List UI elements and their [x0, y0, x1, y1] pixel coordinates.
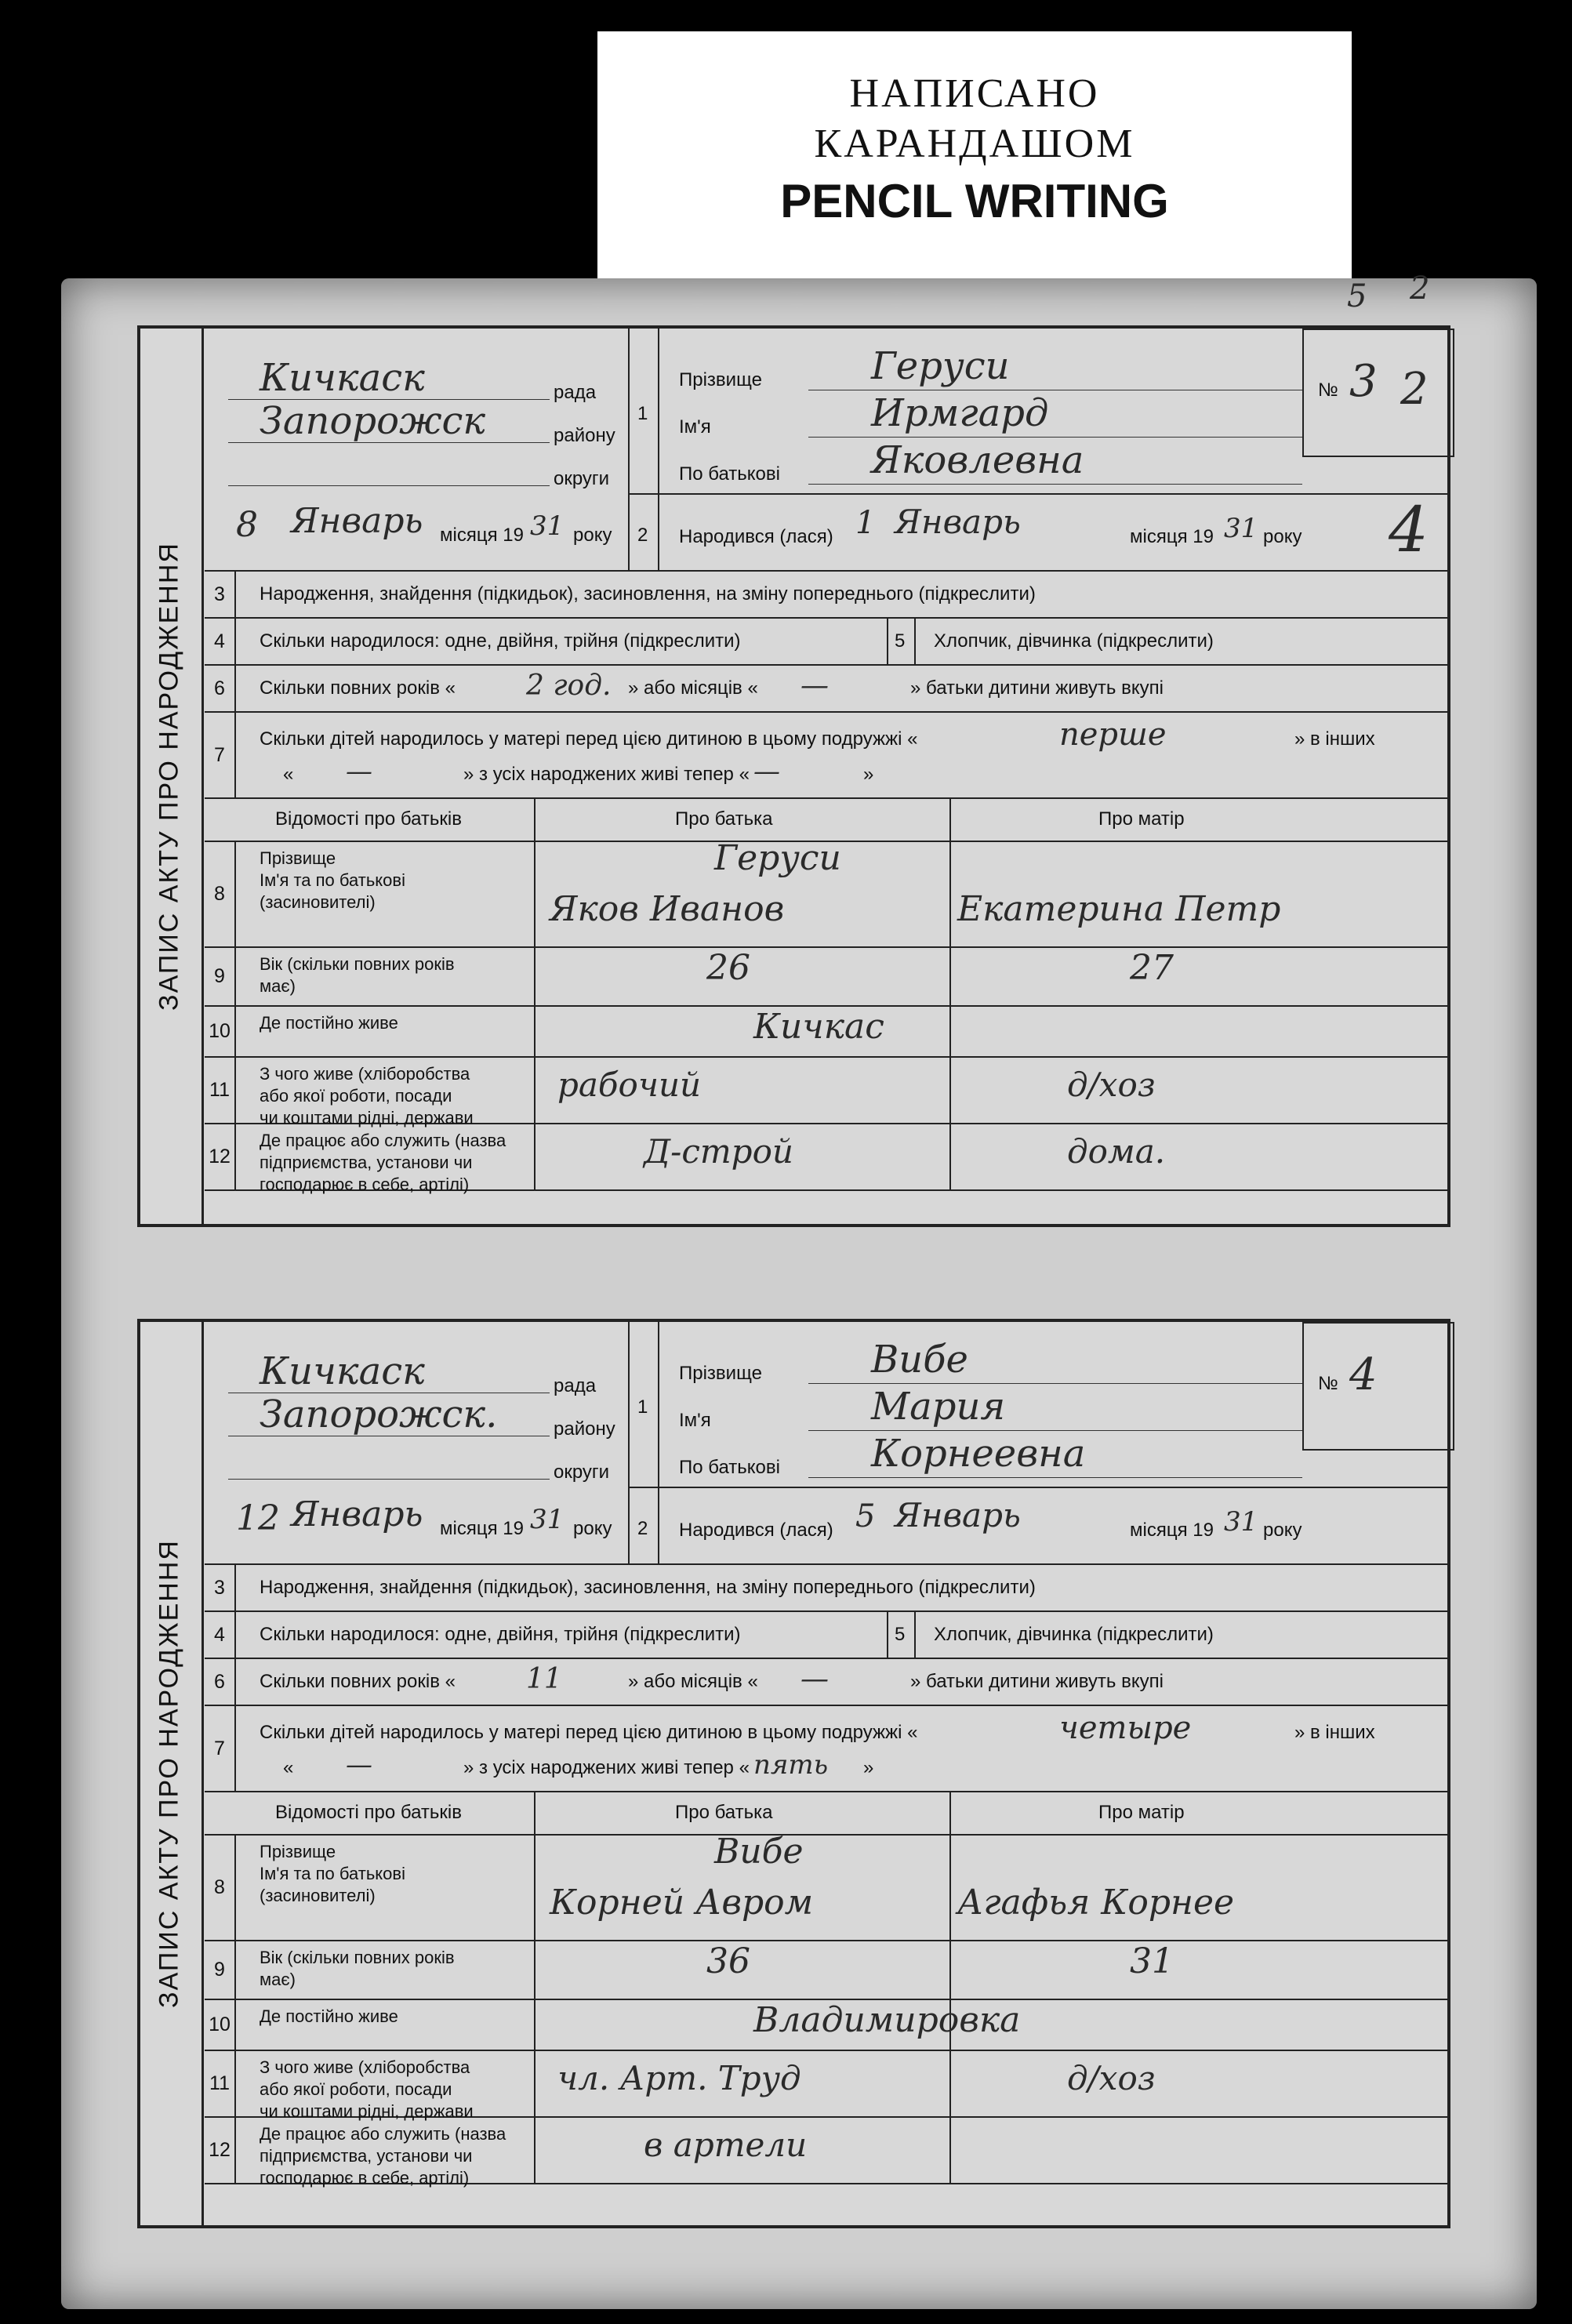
row-4-divider-b: [914, 619, 916, 664]
label-born-month: місяця 19: [1130, 526, 1214, 547]
hw-father-work: в артели: [644, 2126, 808, 2164]
header-block: [205, 1322, 1447, 1565]
hdr-mother: Про матір: [1098, 1802, 1185, 1823]
row-12-label-0: Де працює або служить (назва: [260, 1131, 506, 1150]
row-7-num: 7: [205, 713, 236, 797]
label-no: №: [1318, 379, 1338, 401]
row2-top: [658, 1487, 1447, 1488]
row-6-text-b: » або місяців «: [628, 677, 758, 699]
row-8-div-1: [534, 1836, 535, 1940]
hw-in-other: —: [346, 1749, 372, 1781]
hw-alive: —: [753, 756, 780, 787]
row-3-text: Народження, знайдення (підкидьок), засиновлення, на зміну попереднього (підкреслити): [260, 583, 1036, 605]
row-4-text: Скільки народилося: одне, двійня, трійня (підкреслити): [260, 1624, 741, 1645]
hw-years-together: 2 год.: [526, 670, 612, 702]
hw-father-living: чл. Арт. Труд: [557, 2059, 801, 2097]
row-6-text-b: » або місяців «: [628, 1671, 758, 1692]
hdr-info: Відомості про батьків: [275, 1802, 462, 1823]
parents-header-row: [205, 1792, 1447, 1836]
row-9: [205, 1941, 1447, 2000]
row-12-label-2: господарює в себе, артілі): [260, 1175, 470, 1194]
hw-rada: Кичкаск: [260, 1349, 425, 1393]
row-6-num: 6: [205, 666, 236, 711]
row-10-num: 10: [205, 2000, 236, 2050]
hw-mother-work: дома.: [1067, 1132, 1166, 1171]
row-5-text: Хлопчик, дівчинка (підкреслити): [934, 630, 1214, 652]
side-title-strip: [137, 329, 204, 1224]
row-11: [205, 1058, 1447, 1128]
row-11: [205, 2051, 1447, 2121]
row-6: [205, 666, 1447, 713]
label-born-month: місяця 19: [1130, 1520, 1214, 1541]
row-8-div-1: [534, 842, 535, 946]
row-10-label-0: Де постійно живе: [260, 2006, 398, 2026]
hw-rada: Кичкаск: [260, 356, 425, 400]
hw-name: Мария: [871, 1385, 1006, 1429]
hw-name: Ирмгард: [871, 391, 1049, 435]
row-12-div-1: [534, 2118, 535, 2183]
parents-header-row: [205, 799, 1447, 842]
num-1: 1: [637, 403, 648, 424]
row-11-div-2: [949, 1058, 951, 1123]
hw-month: Январь: [291, 1494, 423, 1534]
label-name: Ім'я: [679, 416, 711, 438]
row-6-text-c: » батьки дитини живуть вкупі: [910, 1671, 1164, 1692]
row-11-num: 11: [205, 1058, 236, 1123]
row-4-divider-b: [914, 1612, 916, 1658]
row-6-text-c: » батьки дитини живуть вкупі: [910, 677, 1164, 699]
row-3-num: 3: [205, 1565, 236, 1610]
label-rada: рада: [554, 1375, 597, 1396]
label-month: місяця 19: [440, 525, 524, 546]
hw-alive: пять: [753, 1749, 829, 1781]
row-5-num: 5: [895, 1624, 906, 1645]
row-10: [205, 1007, 1447, 1058]
label-line-3: PENCIL WRITING: [780, 175, 1169, 227]
side-title: ЗАПИС АКТУ ПРО НАРОДЖЕННЯ: [154, 542, 184, 1011]
label-line-1: НАПИСАНО: [849, 71, 1100, 116]
row-6-text-a: Скільки повних років «: [260, 1671, 456, 1692]
row-4-num: 4: [205, 619, 236, 664]
row-12-label-2: господарює в себе, артілі): [260, 2168, 470, 2188]
hw-children-before: четыре: [1059, 1710, 1192, 1746]
hw-mother-living: д/хоз: [1067, 2059, 1156, 2097]
label-surname: Прізвище: [679, 1363, 762, 1384]
row-10-div-2: [949, 1007, 951, 1056]
row-11-div-2: [949, 2051, 951, 2116]
underline-name: [808, 1430, 1302, 1431]
row2-top: [658, 493, 1447, 495]
hw-father-surname: Вибе: [714, 1832, 804, 1872]
row-8: [205, 1832, 1447, 1941]
row-12-label-1: підприємства, установи чи: [260, 1153, 473, 1172]
row-7-text-a: Скільки дітей народилось у матері перед цією дитиною в цьому подружжі «: [260, 728, 918, 750]
row-4: [205, 1612, 1447, 1659]
top-mark-b: 2: [1410, 271, 1430, 307]
row-11-label-2: чи коштами рідні, держави: [260, 1108, 474, 1128]
row-9-label-0: Вік (скільки повних років: [260, 1948, 455, 1967]
hw-father-age: 36: [706, 1941, 750, 1981]
row-9-label-0: Вік (скільки повних років: [260, 954, 455, 974]
row-7-text-c: «: [283, 1757, 294, 1778]
hw-raion: Запорожск: [260, 399, 486, 443]
label-patronymic: По батькові: [679, 463, 780, 485]
row-7-text-e: »: [863, 764, 874, 785]
row-11-label-2: чи коштами рідні, держави: [260, 2101, 474, 2121]
ph-div-2: [949, 1792, 951, 1834]
row-12: [205, 2118, 1447, 2188]
row-7-text-b: » в інших: [1294, 728, 1375, 750]
hw-residence: Владимировка: [753, 2000, 1021, 2040]
num-2: 2: [637, 1518, 648, 1539]
hw-born-day: 5: [855, 1498, 876, 1534]
label-raion: району: [554, 1418, 615, 1440]
label-name: Ім'я: [679, 1410, 711, 1431]
hw-surname: Геруси: [871, 344, 1010, 388]
row-4-num: 4: [205, 1612, 236, 1658]
row-3-text: Народження, знайдення (підкидьок), засиновлення, на зміну попереднього (підкреслити): [260, 1577, 1036, 1598]
row-7-text-a: Скільки дітей народилось у матері перед цією дитиною в цьому подружжі «: [260, 1722, 918, 1743]
row-8-label-0: Прізвище: [260, 848, 336, 868]
top-mark-a: 5: [1347, 278, 1367, 314]
hw-months-together: —: [801, 670, 829, 702]
row-12-div-2: [949, 2118, 951, 2183]
hw-born-month: Январь: [895, 1496, 1021, 1534]
row-4-divider: [887, 619, 888, 664]
row-3: [205, 1565, 1447, 1612]
birth-record-form-2: [137, 1319, 1450, 2228]
row-4: [205, 619, 1447, 666]
ph-div-2: [949, 799, 951, 841]
label-born-year-suffix: року: [1263, 1520, 1302, 1541]
label-born: Народився (лася): [679, 1520, 833, 1541]
row-10-label-0: Де постійно живе: [260, 1013, 398, 1033]
underline-name: [808, 437, 1302, 438]
row-3-num: 3: [205, 572, 236, 617]
row-10: [205, 2000, 1447, 2051]
hdr-father: Про батька: [675, 1802, 773, 1823]
label-year-suffix: року: [573, 525, 612, 546]
hdr-father: Про батька: [675, 808, 773, 830]
row-11-label-1: або якої роботи, посади: [260, 1086, 452, 1106]
underline-patronymic: [808, 484, 1302, 485]
row-11-num: 11: [205, 2051, 236, 2116]
hw-born-month: Январь: [895, 503, 1021, 541]
row-8-div-2: [949, 842, 951, 946]
hw-patronymic: Корнеевна: [871, 1432, 1086, 1476]
hw-no-extra: 2: [1400, 364, 1429, 415]
label-no: №: [1318, 1373, 1338, 1394]
row-7-text-c: «: [283, 764, 294, 785]
hw-no: 3: [1349, 356, 1378, 407]
label-born: Народився (лася): [679, 526, 833, 547]
row-8-div-2: [949, 1836, 951, 1940]
num-1: 1: [637, 1396, 648, 1418]
row-12-num: 12: [205, 1124, 236, 1189]
hw-patronymic: Яковлевна: [871, 438, 1084, 482]
birth-record-form-1: [137, 325, 1450, 1227]
hw-mother-living: д/хоз: [1067, 1066, 1156, 1104]
hw-born-day: 1: [855, 505, 876, 541]
row-7-text-e: »: [863, 1757, 874, 1778]
row-9-div-2: [949, 948, 951, 1005]
hw-mark4: 4: [1389, 493, 1429, 566]
row-7-num: 7: [205, 1706, 236, 1791]
row-6-text-a: Скільки повних років «: [260, 677, 456, 699]
hw-surname: Вибе: [871, 1338, 968, 1382]
row-12-div-2: [949, 1124, 951, 1189]
row-9-label-1: має): [260, 1970, 296, 1989]
row-11-div-1: [534, 2051, 535, 2116]
row-5-num: 5: [895, 630, 906, 652]
hw-year: 31: [530, 510, 565, 542]
hdr-info: Відомості про батьків: [275, 808, 462, 830]
hw-born-year: 31: [1224, 513, 1258, 544]
underline-okrug: [228, 485, 550, 486]
row-8-label-1: Ім'я та по батькові: [260, 870, 405, 890]
hw-mother-age: 31: [1130, 1941, 1174, 1981]
row-9: [205, 948, 1447, 1007]
row-4-divider: [887, 1612, 888, 1658]
hw-mother-age: 27: [1130, 948, 1174, 988]
row-7-text-d: » з усіх народжених живі тепер «: [463, 764, 750, 785]
num-2: 2: [637, 525, 648, 546]
label-raion: району: [554, 425, 615, 446]
hw-mother-name: Агафья Корнее: [957, 1883, 1235, 1923]
row-4-text: Скільки народилося: одне, двійня, трійня (підкреслити): [260, 630, 741, 652]
hw-father-name: Яков Иванов: [550, 889, 785, 929]
hw-day: 8: [236, 505, 258, 545]
row-12-label-1: підприємства, установи чи: [260, 2146, 473, 2166]
row-9-div-1: [534, 1941, 535, 1999]
row-11-div-1: [534, 1058, 535, 1123]
header-divider-b: [658, 329, 659, 570]
header-block: [205, 329, 1447, 572]
hw-father-name: Корней Авром: [550, 1883, 814, 1923]
row-8-num: 8: [205, 842, 236, 946]
pencil-writing-label: [597, 31, 1352, 278]
row-7-text-d: » з усіх народжених живі тепер «: [463, 1757, 750, 1778]
row-10-num: 10: [205, 1007, 236, 1056]
hw-born-year: 31: [1224, 1506, 1258, 1538]
row-9-div-1: [534, 948, 535, 1005]
row-5-text: Хлопчик, дівчинка (підкреслити): [934, 1624, 1214, 1645]
row-7-text-b: » в інших: [1294, 1722, 1375, 1743]
ph-div-1: [534, 1792, 535, 1834]
underline-patronymic: [808, 1477, 1302, 1478]
hw-raion: Запорожск.: [260, 1393, 498, 1436]
hw-in-other: —: [346, 756, 372, 787]
label-patronymic: По батькові: [679, 1457, 780, 1478]
row-9-num: 9: [205, 948, 236, 1005]
row-9-num: 9: [205, 1941, 236, 1999]
row-12: [205, 1124, 1447, 1194]
hw-month: Январь: [291, 501, 423, 541]
row-12-div-1: [534, 1124, 535, 1189]
hw-father-living: рабочий: [557, 1066, 702, 1104]
ph-div-1: [534, 799, 535, 841]
hw-day: 12: [236, 1498, 280, 1538]
row-11-label-0: З чого живе (хліборобства: [260, 1064, 470, 1084]
label-surname: Прізвище: [679, 369, 762, 390]
row-6: [205, 1659, 1447, 1706]
row-8-label-0: Прізвище: [260, 1842, 336, 1861]
row-8-label-2: (засиновителі): [260, 1886, 376, 1905]
label-okrug: округи: [554, 468, 610, 489]
underline-okrug: [228, 1479, 550, 1480]
row-9-label-1: має): [260, 976, 296, 996]
hw-years-together: 11: [526, 1663, 562, 1695]
hdr-mother: Про матір: [1098, 808, 1185, 830]
hw-months-together: —: [801, 1663, 829, 1695]
row-6-num: 6: [205, 1659, 236, 1705]
label-year-suffix: року: [573, 1518, 612, 1539]
row-9-div-2: [949, 1941, 951, 1999]
row-8-label-1: Ім'я та по батькові: [260, 1864, 405, 1883]
hw-no: 4: [1349, 1349, 1378, 1400]
hw-mother-name: Екатерина Петр: [957, 889, 1281, 929]
label-line-2: КАРАНДАШОМ: [814, 122, 1135, 166]
row-10-div-1: [534, 2000, 535, 2050]
hw-children-before: перше: [1059, 717, 1167, 753]
row-11-label-1: або якої роботи, посади: [260, 2079, 452, 2099]
row-8-num: 8: [205, 1836, 236, 1940]
row-10-div-1: [534, 1007, 535, 1056]
row-3: [205, 572, 1447, 619]
hw-father-age: 26: [706, 948, 750, 988]
side-title-strip: [137, 1322, 204, 2225]
side-title: ЗАПИС АКТУ ПРО НАРОДЖЕННЯ: [154, 1539, 184, 2008]
header-divider-b: [658, 1322, 659, 1563]
hw-father-surname: Геруси: [714, 838, 841, 878]
hw-father-work: Д-строй: [644, 1132, 793, 1171]
underline-surname: [808, 1383, 1302, 1384]
row-8: [205, 838, 1447, 948]
label-month: місяця 19: [440, 1518, 524, 1539]
row-11-label-0: З чого живе (хліборобства: [260, 2057, 470, 2077]
row-12-label-0: Де працює або служить (назва: [260, 2124, 506, 2144]
hw-year: 31: [530, 1504, 565, 1535]
hw-residence: Кичкас: [753, 1007, 884, 1047]
row-7: [205, 1706, 1447, 1792]
row-8-label-2: (засиновителі): [260, 892, 376, 912]
label-born-year-suffix: року: [1263, 526, 1302, 547]
label-okrug: округи: [554, 1462, 610, 1483]
row-7: [205, 713, 1447, 799]
row-12-num: 12: [205, 2118, 236, 2183]
label-rada: рада: [554, 382, 597, 403]
